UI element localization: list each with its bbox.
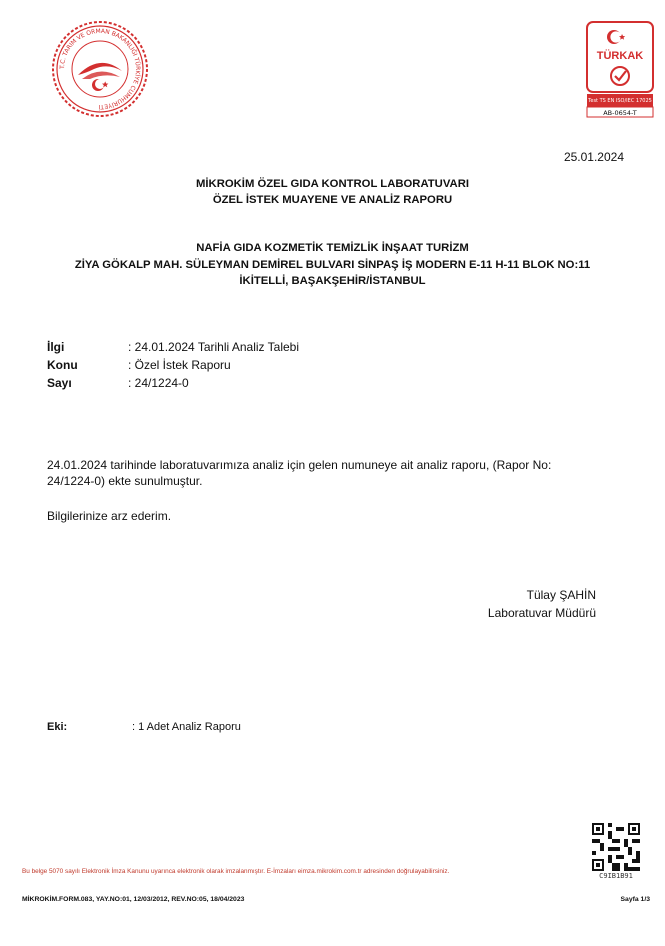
verification-qr-code[interactable] <box>592 823 640 871</box>
meta-value-konu: : Özel İstek Raporu <box>128 358 231 372</box>
turkak-standard: Test TS EN ISO/IEC 17025 <box>588 98 652 104</box>
signatory-title: Laboratuvar Müdürü <box>487 606 596 620</box>
turkak-code: AB-0654-T <box>603 109 637 117</box>
qr-code-id: C9IB1B91 <box>599 872 633 880</box>
body-paragraph-main: 24.01.2024 tarihinde laboratuvarımıza analiz için gelen numuneye ait analiz raporu, (Rapor No: 24/1224-0) ekte sunulmuştur. <box>47 458 552 488</box>
meta-label-sayi: Sayı <box>47 376 72 390</box>
meta-value-ilgi: : 24.01.2024 Tarihli Analiz Talebi <box>128 340 300 354</box>
report-type-title: ÖZEL İSTEK MUAYENE VE ANALİZ RAPORU <box>212 194 453 206</box>
meta-label-konu: Konu <box>47 358 78 372</box>
signatory-name: Tülay ŞAHİN <box>526 588 596 602</box>
report-date: 25.01.2024 <box>563 150 624 164</box>
client-address-line2: İKİTELLİ, BAŞAKŞEHİR/İSTANBUL <box>239 275 426 287</box>
turkak-brand: TÜRKAK <box>596 50 644 62</box>
meta-label-ilgi: İlgi <box>47 340 65 354</box>
attachment-label: Eki: <box>47 721 68 733</box>
attachment-value: : 1 Adet Analiz Raporu <box>132 721 241 733</box>
client-address-line1: ZİYA GÖKALP MAH. SÜLEYMAN DEMİREL BULVARI SİNPAŞ İŞ MODERN E-11 H-11 BLOK NO:11 <box>74 259 591 271</box>
client-name: NAFİA GIDA KOZMETİK TEMİZLİK İNŞAAT TURİZM <box>196 242 469 254</box>
form-info: MİKROKİM.FORM.083, YAY.NO:01, 12/03/2012, REV.NO:05, 18/04/2023 <box>22 896 245 903</box>
svg-text:T.C. TARIM VE ORMAN BAKANLIĞI <box>59 28 141 110</box>
lab-name-title: MİKROKİM ÖZEL GIDA KONTROL LABORATUVARI <box>196 178 469 190</box>
ministry-seal-logo <box>42 19 158 119</box>
body-paragraph-closing: Bilgilerinize arz ederim. <box>47 509 172 523</box>
seal-text: T.C. TARIM VE ORMAN BAKANLIĞI TÜRKİYE CUMHURİYETİ <box>58 27 142 111</box>
meta-value-sayi: : 24/1224-0 <box>128 376 189 390</box>
turkak-accreditation-logo <box>586 21 654 118</box>
page-number: Sayfa 1/3 <box>620 896 650 903</box>
e-signature-legal-note: Bu belge 5070 sayılı Elektronik İmza Kanunu uyarınca elektronik olarak imzalanmıştır. E-İmzaları eimza.mikrokim.com.tr adresinden doğrulayabilirsiniz. <box>22 868 450 875</box>
